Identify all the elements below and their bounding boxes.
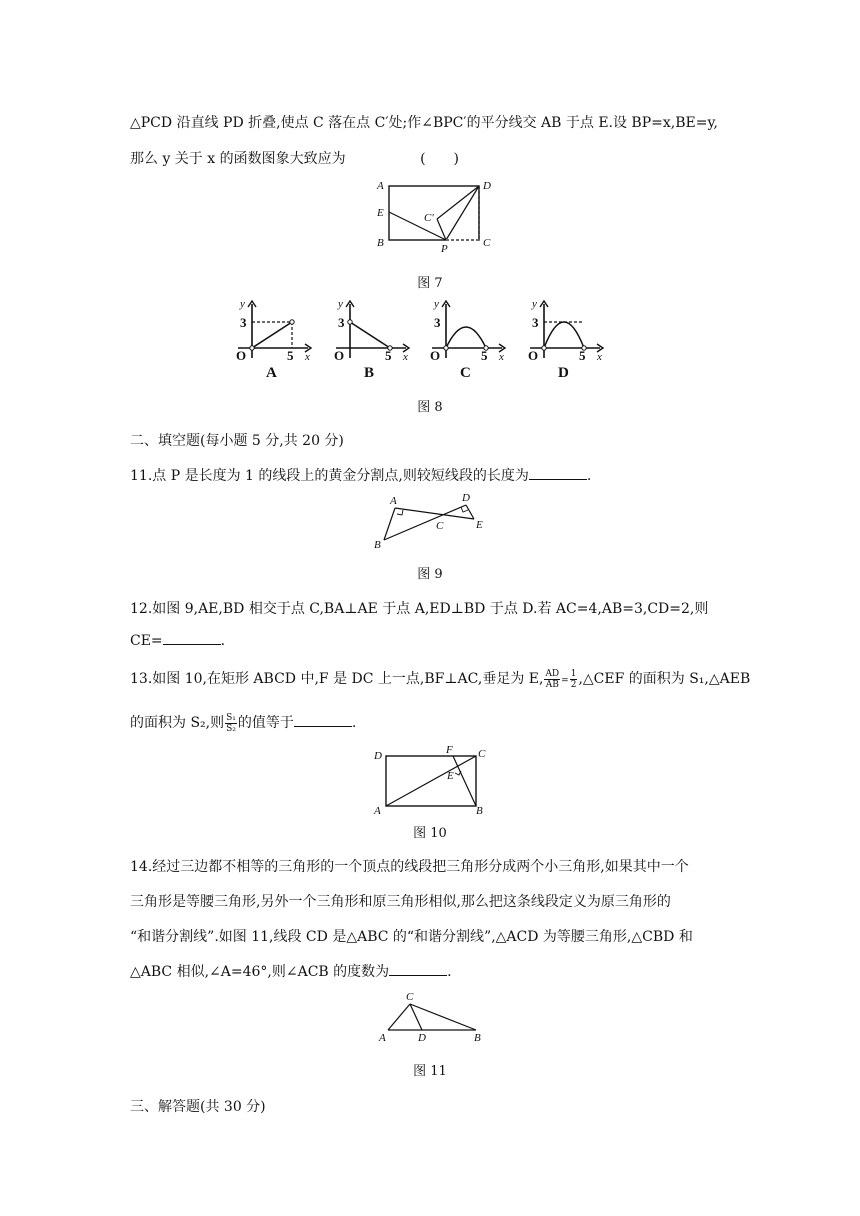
q12-line2-end: . [220, 633, 226, 649]
x-axis-label: x [597, 351, 602, 363]
y-tick-label: 3 [338, 315, 345, 330]
q13-line2-end: . [351, 715, 357, 731]
open-endpoint [250, 346, 254, 350]
fig7-label-B: B [377, 237, 384, 249]
fig11-label-D: D [418, 1032, 426, 1044]
q12-line2-start: CE= [130, 633, 163, 649]
fig9-label-D: D [462, 492, 470, 504]
option-letter: D [558, 365, 569, 381]
q13-frac1-num: AD [545, 668, 560, 679]
figure-7 [370, 176, 500, 256]
q10-line1: △PCD 沿直线 PD 折叠,使点 C 落在点 C′处;作∠BPC′的平分线交 AB 于点 E.设 BP=x,BE=y, [130, 115, 718, 131]
fig10-diagonal-AC [386, 756, 476, 806]
fig9-label-E: E [476, 519, 483, 531]
q11-text: 11.点 P 是长度为 1 的线段上的黄金分割点,则较短线段的长度为 [130, 468, 529, 484]
fig9-label-C: C [436, 520, 444, 532]
origin-label: O [334, 348, 345, 363]
fig9-caption: 图 9 [417, 567, 443, 582]
fig7-caption: 图 7 [417, 276, 443, 291]
origin-label: O [236, 348, 247, 363]
q13-frac1-den: AB [545, 679, 559, 690]
x-axis-label: x [305, 351, 310, 363]
q13-answer-blank [294, 715, 352, 727]
section3-heading: 三、解答题(共 30 分) [130, 1099, 266, 1115]
q13-frac3-num: S₁ [226, 712, 236, 723]
q13-eq: = [561, 676, 569, 686]
fig10-caption: 图 10 [413, 826, 447, 841]
figure-10 [368, 742, 498, 818]
fig9-segment-AB [384, 508, 395, 540]
q14-answer-blank [389, 964, 447, 976]
y-tick-label: 3 [434, 315, 441, 330]
open-endpoint [444, 346, 448, 350]
fig7-segment-EP [389, 212, 446, 240]
open-endpoint [348, 320, 352, 324]
fig9-label-B: B [374, 539, 381, 551]
fig10-label-C: C [478, 748, 486, 760]
fig8-panel-d [528, 298, 603, 381]
fig11-caption: 图 11 [413, 1064, 447, 1079]
fig10-label-D: D [374, 750, 382, 762]
fig10-label-A: A [374, 805, 381, 817]
y-tick-label: 3 [532, 315, 539, 330]
x-axis-label: x [499, 351, 504, 363]
x-axis-label: x [403, 351, 408, 363]
q13-line1 [130, 668, 750, 690]
fig7-label-P: P [441, 243, 448, 255]
q11-answer-blank [529, 468, 587, 480]
fig10-label-E: E [447, 770, 454, 782]
answer-paren: ( ) [420, 151, 459, 167]
fig8-panel-a [236, 298, 311, 381]
origin-label: O [430, 348, 441, 363]
section2-heading: 二、填空题(每小题 5 分,共 20 分) [130, 433, 344, 449]
q12-line2 [130, 633, 225, 649]
q14-line3: “和谐分割线”.如图 11,线段 CD 是△ABC 的“和谐分割线”,△ACD 为等腰三角形,△CBD 和 [130, 929, 693, 945]
fig7-label-C-prime: C′ [424, 212, 434, 224]
q11-end: . [586, 468, 592, 484]
q13-frac2-den: 2 [570, 679, 577, 690]
fig8-caption: 图 8 [417, 400, 443, 415]
fig11-label-B: B [474, 1032, 481, 1044]
y-tick-label: 3 [240, 315, 247, 330]
q14-line2: 三角形是等腰三角形,另外一个三角形和原三角形相似,那么把这条线段定义为原三角形的 [130, 894, 671, 910]
fig7-rectangle [389, 186, 479, 240]
q14-line1: 14.经过三边都不相等的三角形的一个顶点的线段把三角形分成两个小三角形,如果其中一个 [130, 859, 689, 875]
q13-part1: 13.如图 10,在矩形 ABCD 中,F 是 DC 上一点,BF⊥AC,垂足为 E, [130, 671, 544, 687]
q13-fraction-half [570, 669, 578, 690]
y-axis-label: y [338, 298, 343, 310]
option-letter: C [460, 365, 471, 381]
y-axis-label: y [240, 298, 245, 310]
fig10-segment-BF [453, 756, 476, 806]
fig7-label-C: C [483, 237, 491, 249]
fig10-label-F: F [446, 744, 453, 756]
fig7-label-D: D [483, 180, 491, 192]
q13-fraction-ad-ab [544, 669, 560, 690]
figure-11 [370, 990, 500, 1046]
fig9-right-angle-A [397, 510, 403, 515]
q13-frac3-den: S₂ [226, 723, 236, 734]
fig8-panel-b [334, 298, 409, 381]
fig10-label-B: B [476, 805, 483, 817]
fig9-segment-BD [384, 505, 466, 540]
fig8-panel-c [430, 298, 505, 381]
fig11-label-C: C [406, 991, 414, 1003]
x-tick-label: 5 [385, 348, 392, 363]
origin-label: O [528, 348, 539, 363]
option-letter: B [364, 365, 375, 381]
fig9-label-A: A [390, 495, 397, 507]
q13-part2: ,△CEF 的面积为 S₁,△AEB [578, 671, 751, 687]
graph-curve [350, 322, 390, 348]
fig11-side-AC [388, 1004, 410, 1030]
q12-line1: 12.如图 9,AE,BD 相交于点 C,BA⊥AE 于点 A,ED⊥BD 于点 D.若 AC=4,AB=3,CD=2,则 [130, 601, 709, 617]
fig7-segment-DP [446, 186, 479, 240]
x-tick-label: 5 [287, 348, 294, 363]
y-axis-label: y [434, 298, 439, 310]
fig9-segment-DE [466, 505, 474, 519]
q12-answer-blank [163, 633, 221, 645]
graph-curve [446, 327, 486, 348]
x-tick-label: 5 [579, 348, 586, 363]
fig7-segment-DC-prime [437, 186, 479, 219]
q10-line2 [130, 148, 459, 168]
q13-line2-start: 的面积为 S₂,则 [130, 715, 225, 731]
q10-line2-text: 那么 y 关于 x 的函数图象大致应为 [130, 151, 346, 167]
option-letter: A [266, 365, 277, 381]
y-axis-label: y [532, 298, 537, 310]
fig11-label-A: A [379, 1032, 386, 1044]
open-endpoint [542, 346, 546, 350]
figure-8 [230, 298, 630, 380]
q13-line2 [130, 712, 356, 734]
fig7-label-E: E [377, 207, 384, 219]
graph-curve [544, 322, 584, 348]
q14-line4 [130, 961, 452, 981]
graph-curve [252, 322, 292, 348]
q11 [130, 465, 591, 485]
q14-line4-end: . [447, 964, 452, 980]
q14-line4-start: △ABC 相似,∠A=46°,则∠ACB 的度数为 [130, 964, 390, 980]
open-endpoint [290, 320, 294, 324]
fig7-label-A: A [377, 180, 384, 192]
figure-9 [370, 490, 500, 552]
q13-line2-mid: 的值等于 [237, 715, 294, 731]
x-tick-label: 5 [481, 348, 488, 363]
q13-frac2-num: 1 [570, 668, 577, 679]
q13-fraction-s1-s2 [225, 713, 237, 734]
